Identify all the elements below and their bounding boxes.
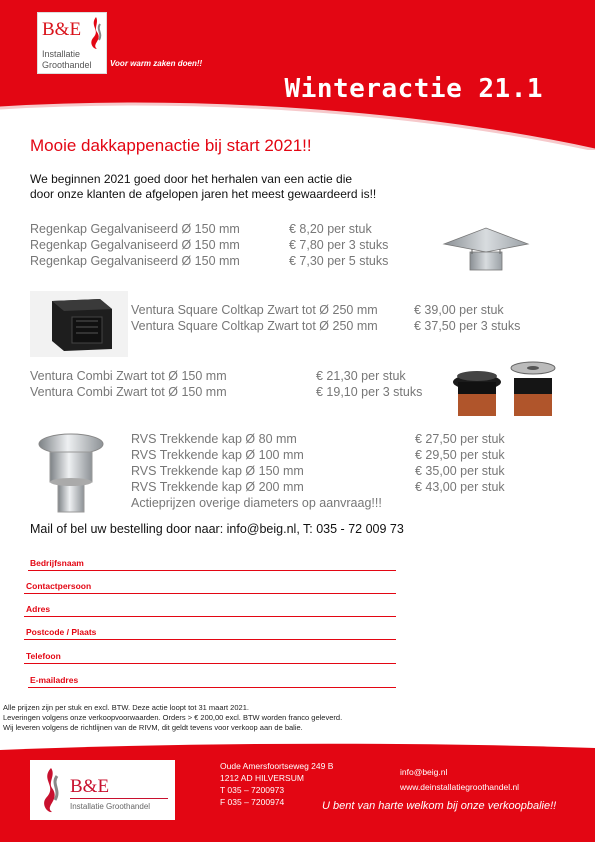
product-name: RVS Trekkende kap Ø 80 mm <box>131 432 297 446</box>
product-row <box>131 479 531 495</box>
product-name: Ventura Combi Zwart tot Ø 150 mm <box>30 385 227 399</box>
product-name: RVS Trekkende kap Ø 150 mm <box>131 464 304 478</box>
flame-icon <box>87 16 105 50</box>
product-price: € 7,80 per 3 stuks <box>289 238 389 252</box>
product-name: Ventura Square Coltkap Zwart tot Ø 250 mm <box>131 303 378 317</box>
form-label: Contactpersoon <box>26 581 92 591</box>
product-name: RVS Trekkende kap Ø 200 mm <box>131 480 304 494</box>
rvs-note: Actieprijzen overige diameters op aanvraag!!! <box>131 496 382 510</box>
product-price: € 27,50 per stuk <box>415 432 505 446</box>
logo-line-groothandel: Groothandel <box>42 60 92 70</box>
fine-print: Alle prijzen zijn per stuk en excl. BTW. Deze actie loopt tot 31 maart 2021. <box>3 703 249 712</box>
product-row <box>131 302 551 318</box>
fine-print: Leveringen volgens onze verkoopvoorwaarden. Orders > € 200,00 excl. BTW worden franco geleverd. <box>3 713 343 722</box>
product-row <box>30 368 450 384</box>
brand-logo <box>37 12 107 74</box>
logo-be: B&E <box>70 776 110 797</box>
logo-line-installatie: Installatie <box>42 49 81 59</box>
logo-subtitle: Installatie Groothandel <box>70 802 151 811</box>
address-line: Oude Amersfoortseweg 249 B <box>220 761 334 771</box>
product-name: Regenkap Gegalvaniseerd Ø 150 mm <box>30 238 240 252</box>
footer-website-link[interactable]: www.deinstallatiegroothandel.nl <box>400 782 520 792</box>
product-row <box>131 447 531 463</box>
form-label: Telefoon <box>26 651 61 661</box>
footer-web <box>400 766 519 793</box>
headline: Mooie dakkappenactie bij start 2021!! <box>30 136 312 155</box>
form-field-adres[interactable] <box>24 603 396 617</box>
product-price: € 19,10 per 3 stuks <box>316 385 423 399</box>
order-contact-line: Mail of bel uw bestelling door naar: info@beig.nl, T: 035 - 72 009 73 <box>30 522 404 536</box>
form-field-telefoon[interactable] <box>24 650 396 664</box>
product-name: Ventura Square Coltkap Zwart tot Ø 250 mm <box>131 319 378 333</box>
form-field-bedrijfsnaam[interactable] <box>28 557 396 571</box>
product-row <box>30 384 450 400</box>
form-field-postcode-plaats[interactable] <box>24 626 396 640</box>
form-label: Adres <box>26 604 51 614</box>
ventura-combi-image <box>452 358 562 418</box>
fine-print: Wij leveren volgens de richtlijnen van de RIVM, dit geldt tevens voor verkoop aan de balie. <box>3 723 303 732</box>
product-row <box>131 318 551 334</box>
product-price: € 21,30 per stuk <box>316 369 406 383</box>
intro-line: We beginnen 2021 goed door het herhalen van een actie die <box>30 172 353 186</box>
form-label: E-mailadres <box>30 675 79 685</box>
address-line: T 035 – 7200973 <box>220 785 285 795</box>
product-price: € 39,00 per stuk <box>414 303 504 317</box>
rvs-kap-image <box>36 430 106 516</box>
product-price: € 37,50 per 3 stuks <box>414 319 521 333</box>
product-name: Ventura Combi Zwart tot Ø 150 mm <box>30 369 227 383</box>
footer-address <box>220 760 333 808</box>
footer-welcome: U bent van harte welkom bij onze verkoopbalie!! <box>322 800 557 812</box>
product-price: € 8,20 per stuk <box>289 222 372 236</box>
form-field-emailadres[interactable] <box>28 674 396 688</box>
footer-logo <box>30 760 175 820</box>
address-line: F 035 – 7200974 <box>220 797 285 807</box>
page-title: Winteractie 21.1 <box>284 74 543 104</box>
ventura-square-image <box>30 291 128 357</box>
product-row <box>30 253 430 269</box>
intro-text <box>30 172 470 202</box>
product-name: RVS Trekkende kap Ø 100 mm <box>131 448 304 462</box>
slogan: Voor warm zaken doen!! <box>110 59 203 68</box>
product-row <box>131 431 531 447</box>
logo-divider <box>70 798 168 799</box>
form-label: Bedrijfsnaam <box>30 558 84 568</box>
form-field-contactpersoon[interactable] <box>24 580 396 594</box>
product-price: € 43,00 per stuk <box>415 480 505 494</box>
footer-email-link[interactable]: info@beig.nl <box>400 767 448 777</box>
address-line: 1212 AD HILVERSUM <box>220 773 304 783</box>
product-price: € 7,30 per 5 stuks <box>289 254 389 268</box>
form-label: Postcode / Plaats <box>26 627 97 637</box>
product-name: Regenkap Gegalvaniseerd Ø 150 mm <box>30 254 240 268</box>
flame-icon <box>38 766 64 814</box>
product-price: € 35,00 per stuk <box>415 464 505 478</box>
intro-line: door onze klanten de afgelopen jaren het meest gewaardeerd is!! <box>30 187 377 201</box>
product-price: € 29,50 per stuk <box>415 448 505 462</box>
product-row <box>30 237 430 253</box>
logo-be: B&E <box>42 19 82 40</box>
product-name: Regenkap Gegalvaniseerd Ø 150 mm <box>30 222 240 236</box>
regenkap-image <box>440 222 532 274</box>
product-row <box>131 463 531 479</box>
product-row <box>30 221 430 237</box>
